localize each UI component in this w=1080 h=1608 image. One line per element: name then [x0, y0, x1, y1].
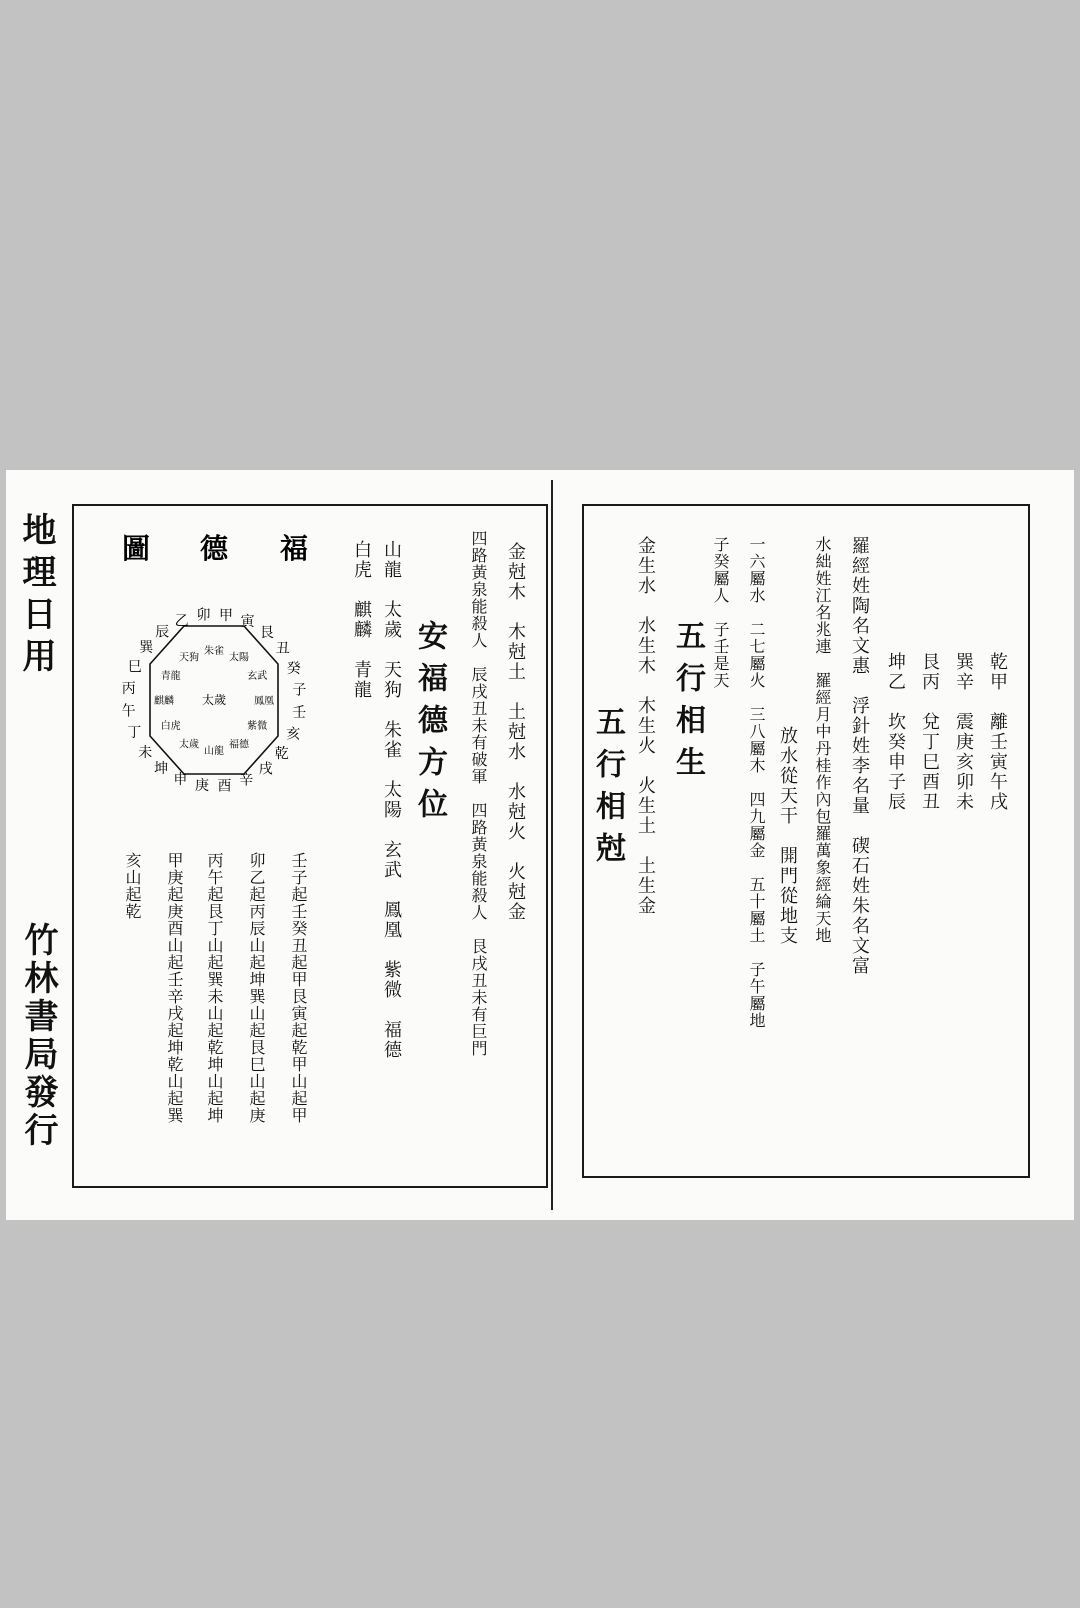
ring-outer-label: 辰 [155, 624, 170, 641]
gua-line-1: 乾甲 離壬寅午戌 [987, 652, 1008, 812]
ring-outer-label: 艮 [259, 625, 274, 642]
ring-outer-label: 寅 [240, 613, 255, 630]
gua-line-4: 坤乙 坎癸申子辰 [885, 652, 906, 812]
ke-sequence-line: 金尅木 木尅土 土尅水 水尅火 火尅金 [505, 542, 526, 922]
ring-inner-label: 玄武 [247, 671, 268, 682]
heading-wuxing-ke: 五行相尅 [590, 706, 625, 874]
ring-outer-label: 癸 [286, 660, 301, 677]
numbers-element-line: 一六屬水 二七屬火 三八屬木 四九屬金 五十屬土 子午屬地 [747, 536, 766, 1029]
edge-right-fragment [1046, 508, 1066, 568]
ring-outer-label: 丑 [275, 641, 290, 658]
book-spread [6, 470, 1074, 1220]
ring-inner-label: 鳳凰 [254, 696, 274, 707]
ring-inner-label: 山龍 [204, 746, 224, 757]
ring-inner-label: 福德 [229, 739, 249, 751]
ring-outer-label: 丁 [127, 725, 142, 742]
luojing-names-line: 羅經姓陶名文惠 浮針姓李名量 碶石姓朱名文富 [849, 536, 870, 976]
diagram-title-fu: 福 [279, 532, 309, 565]
rule-line-2: 卯乙起丙辰山起坤巽山起艮巳山起庚 [247, 852, 266, 1124]
rule-line-4: 甲庚起庚酉山起壬辛戌起坤乾山起巽 [165, 852, 184, 1124]
ring-outer-label: 乙 [174, 613, 189, 630]
edge-book-title: 地理日用 [16, 512, 56, 680]
tian-di-ren-line: 子癸屬人 子壬是天 [711, 536, 730, 689]
star-list-line: 山龍 太歲 天狗 朱雀 太陽 玄武 鳳凰 紫微 福德 [381, 540, 402, 1060]
ring-outer-label: 未 [138, 744, 153, 761]
gua-line-2: 巽辛 震庚亥卯未 [953, 652, 974, 812]
center-label: 太歲 [201, 693, 227, 707]
ring-outer-label: 酉 [217, 778, 232, 795]
ring-inner-label: 紫微 [247, 721, 268, 732]
diagram-title-de: 德 [199, 532, 229, 565]
rule-line-5: 亥山起乾 [123, 852, 142, 920]
heading-wuxing-sheng: 五行相生 [670, 620, 705, 788]
ring-outer-label: 巽 [139, 640, 154, 657]
sheng-sequence-line: 金生水 水生木 木生火 火生土 土生金 [635, 536, 656, 916]
gua-line-3: 艮丙 兌丁巳酉丑 [919, 652, 940, 812]
ring-inner-label: 朱雀 [204, 646, 224, 657]
ring-outer-label: 壬 [292, 705, 307, 721]
luojing-verse-line: 水絀姓江名兆連 羅經月中丹桂作內包羅萬象經綸天地 [813, 536, 832, 944]
rule-line-1: 壬子起壬癸丑起甲艮寅起乾甲山起甲 [289, 852, 308, 1124]
ring-outer-label: 乾 [274, 745, 289, 762]
ring-outer-label: 亥 [286, 726, 301, 743]
ring-outer-label: 巳 [127, 659, 142, 676]
ring-outer-label: 庚 [195, 778, 209, 795]
ring-outer-label: 戌 [258, 761, 273, 778]
ring-inner-label: 太陽 [229, 652, 249, 664]
ring-outer-label: 午 [121, 703, 136, 720]
diagram-title-tu: 圖 [121, 532, 151, 565]
huangquan-line: 四路黃泉能殺人 辰戌丑未有破軍 四路黃泉能殺人 艮戌丑未有巨門 [469, 530, 488, 1057]
ring-inner-label: 白虎 [160, 721, 181, 732]
ring-inner-label: 太歲 [179, 739, 199, 751]
ring-inner-label: 青龍 [160, 671, 181, 682]
ring-outer-label: 申 [173, 772, 188, 789]
ring-outer-label: 辛 [239, 772, 254, 789]
fude-diagram [94, 526, 334, 806]
water-gate-line: 放水從天干 開門從地支 [777, 726, 798, 946]
ring-inner-label: 麒麟 [154, 696, 174, 707]
star-list-line-2: 白虎 麒麟 青龍 [351, 540, 372, 700]
rule-line-3: 丙午起艮丁山起巽未山起乾坤山起坤 [205, 852, 224, 1124]
ring-outer-label: 卯 [196, 607, 211, 624]
ring-inner-label: 天狗 [179, 652, 199, 664]
ring-outer-label: 甲 [219, 607, 233, 624]
ring-outer-label: 坤 [154, 760, 169, 777]
edge-publisher: 竹林書局發行 [18, 922, 58, 1150]
ring-outer-label: 子 [292, 682, 307, 699]
ring-outer-label: 丙 [121, 681, 136, 697]
section-heading-an-fude: 安福德方位 [412, 620, 447, 830]
page-fold-line [551, 480, 553, 1210]
